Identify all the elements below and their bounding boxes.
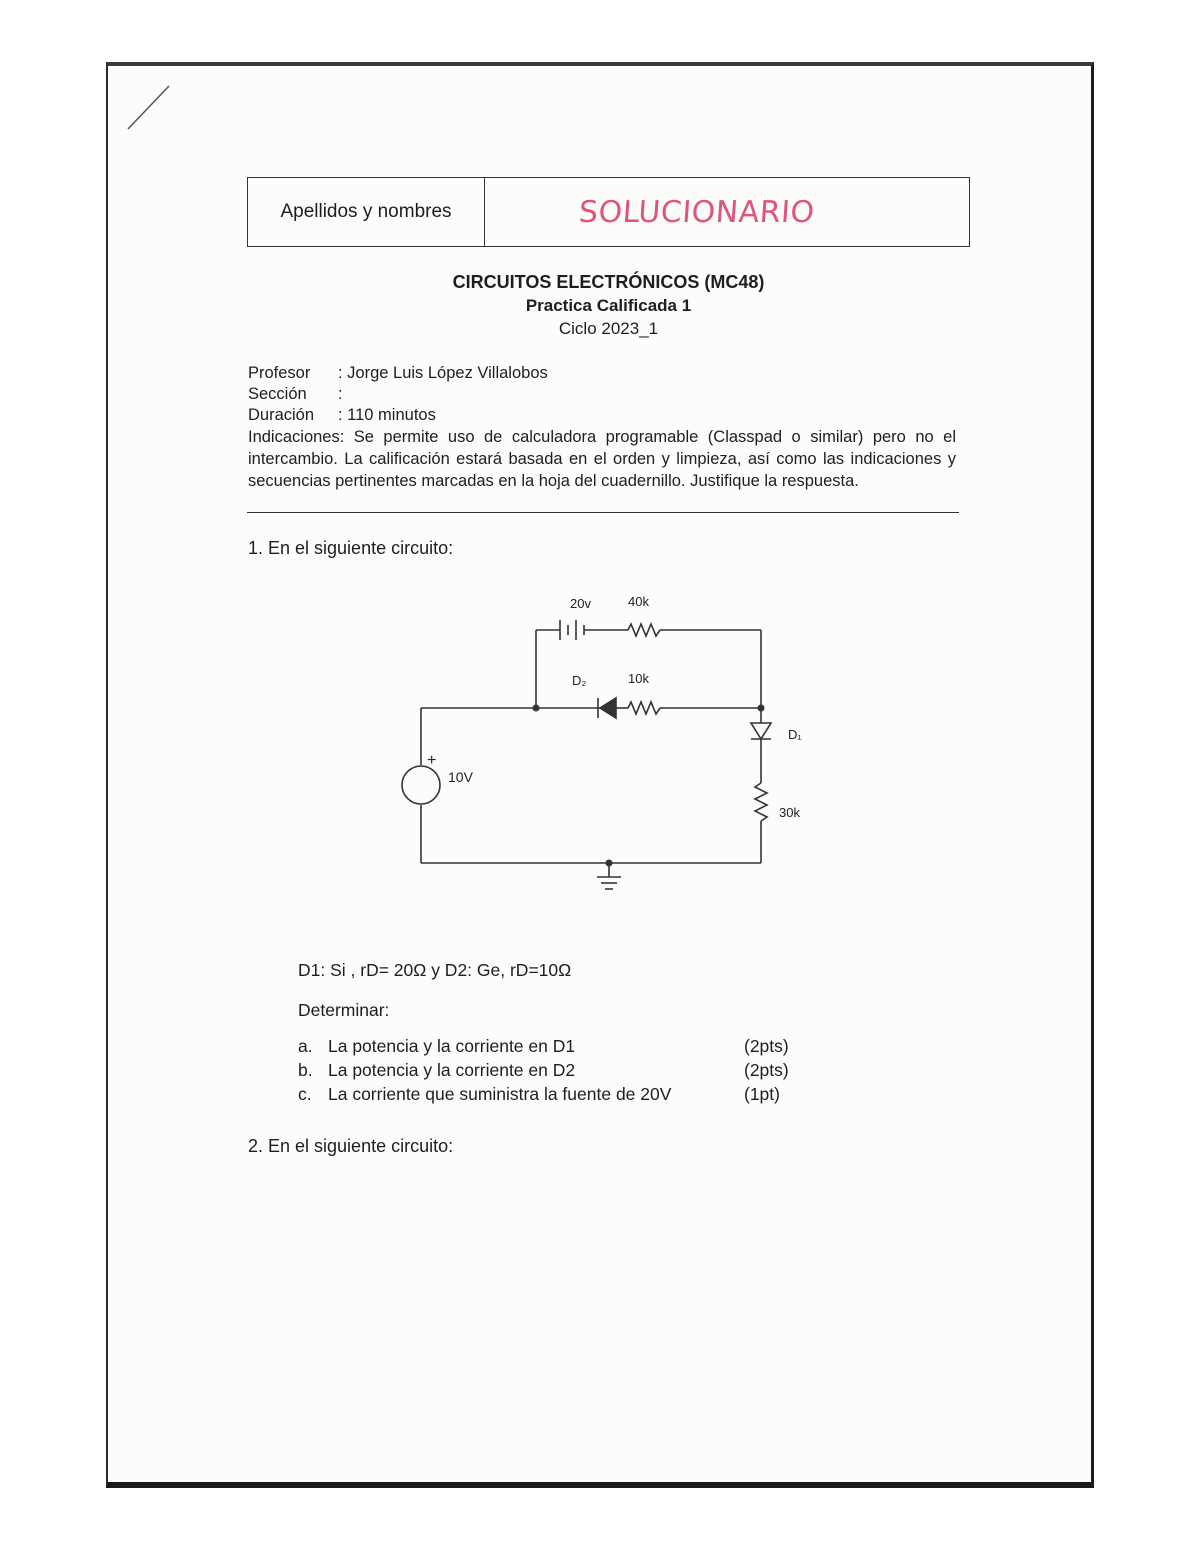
- r30k-label: 30k: [779, 805, 800, 820]
- divider: [247, 512, 959, 513]
- info-row-duracion: Duración : 110 minutos: [248, 406, 436, 424]
- question-1-prompt: 1. En el siguiente circuito:: [248, 538, 454, 558]
- exam-cycle: Ciclo 2023_1: [558, 319, 659, 338]
- question-2-prompt: 2. En el siguiente circuito:: [248, 1136, 454, 1156]
- d1-label: D₁: [788, 727, 802, 742]
- plus-label: +: [427, 752, 437, 769]
- exam-subtitle: Practica Calificada 1: [525, 296, 692, 315]
- battery-label: 20v: [570, 596, 591, 611]
- question-items: [298, 1034, 789, 1106]
- d2-label: D₂: [572, 673, 587, 688]
- name-label: Apellidos y nombres: [248, 178, 485, 246]
- course-title: CIRCUITOS ELECTRÓNICOS (MC48): [452, 272, 765, 292]
- r10k-label: 10k: [628, 671, 649, 686]
- r40k-label: 40k: [628, 594, 649, 609]
- list-item: b. La potencia y la corriente en D2 (2pts): [298, 1060, 789, 1080]
- circuit-diagram: [390, 585, 802, 905]
- handwritten-name: SOLUCIONARIO: [577, 194, 816, 230]
- source-label: 10V: [448, 769, 473, 785]
- instructions: Indicaciones: Se permite uso de calculadora programable (Classpad o similar) pero no el intercambio. La calificación estará basada en el orden y limpieza, así como las indicaciones y secuencias pertinentes marcadas en la hoja del cuadernillo. Justifique la respuesta.: [248, 428, 956, 490]
- name-table: [247, 177, 970, 247]
- info-row-profesor: Profesor : Jorge Luis López Villalobos: [248, 364, 548, 382]
- pen-mark: [125, 84, 175, 134]
- list-item: a. La potencia y la corriente en D1 (2pts): [298, 1036, 789, 1056]
- info-row-seccion: Sección :: [248, 385, 343, 403]
- list-item: c. La corriente que suministra la fuente de 20V (1pt): [298, 1084, 780, 1104]
- diode-spec: D1: Si , rD= 20Ω y D2: Ge, rD=10Ω: [298, 960, 572, 980]
- determine-label: Determinar:: [298, 1000, 390, 1020]
